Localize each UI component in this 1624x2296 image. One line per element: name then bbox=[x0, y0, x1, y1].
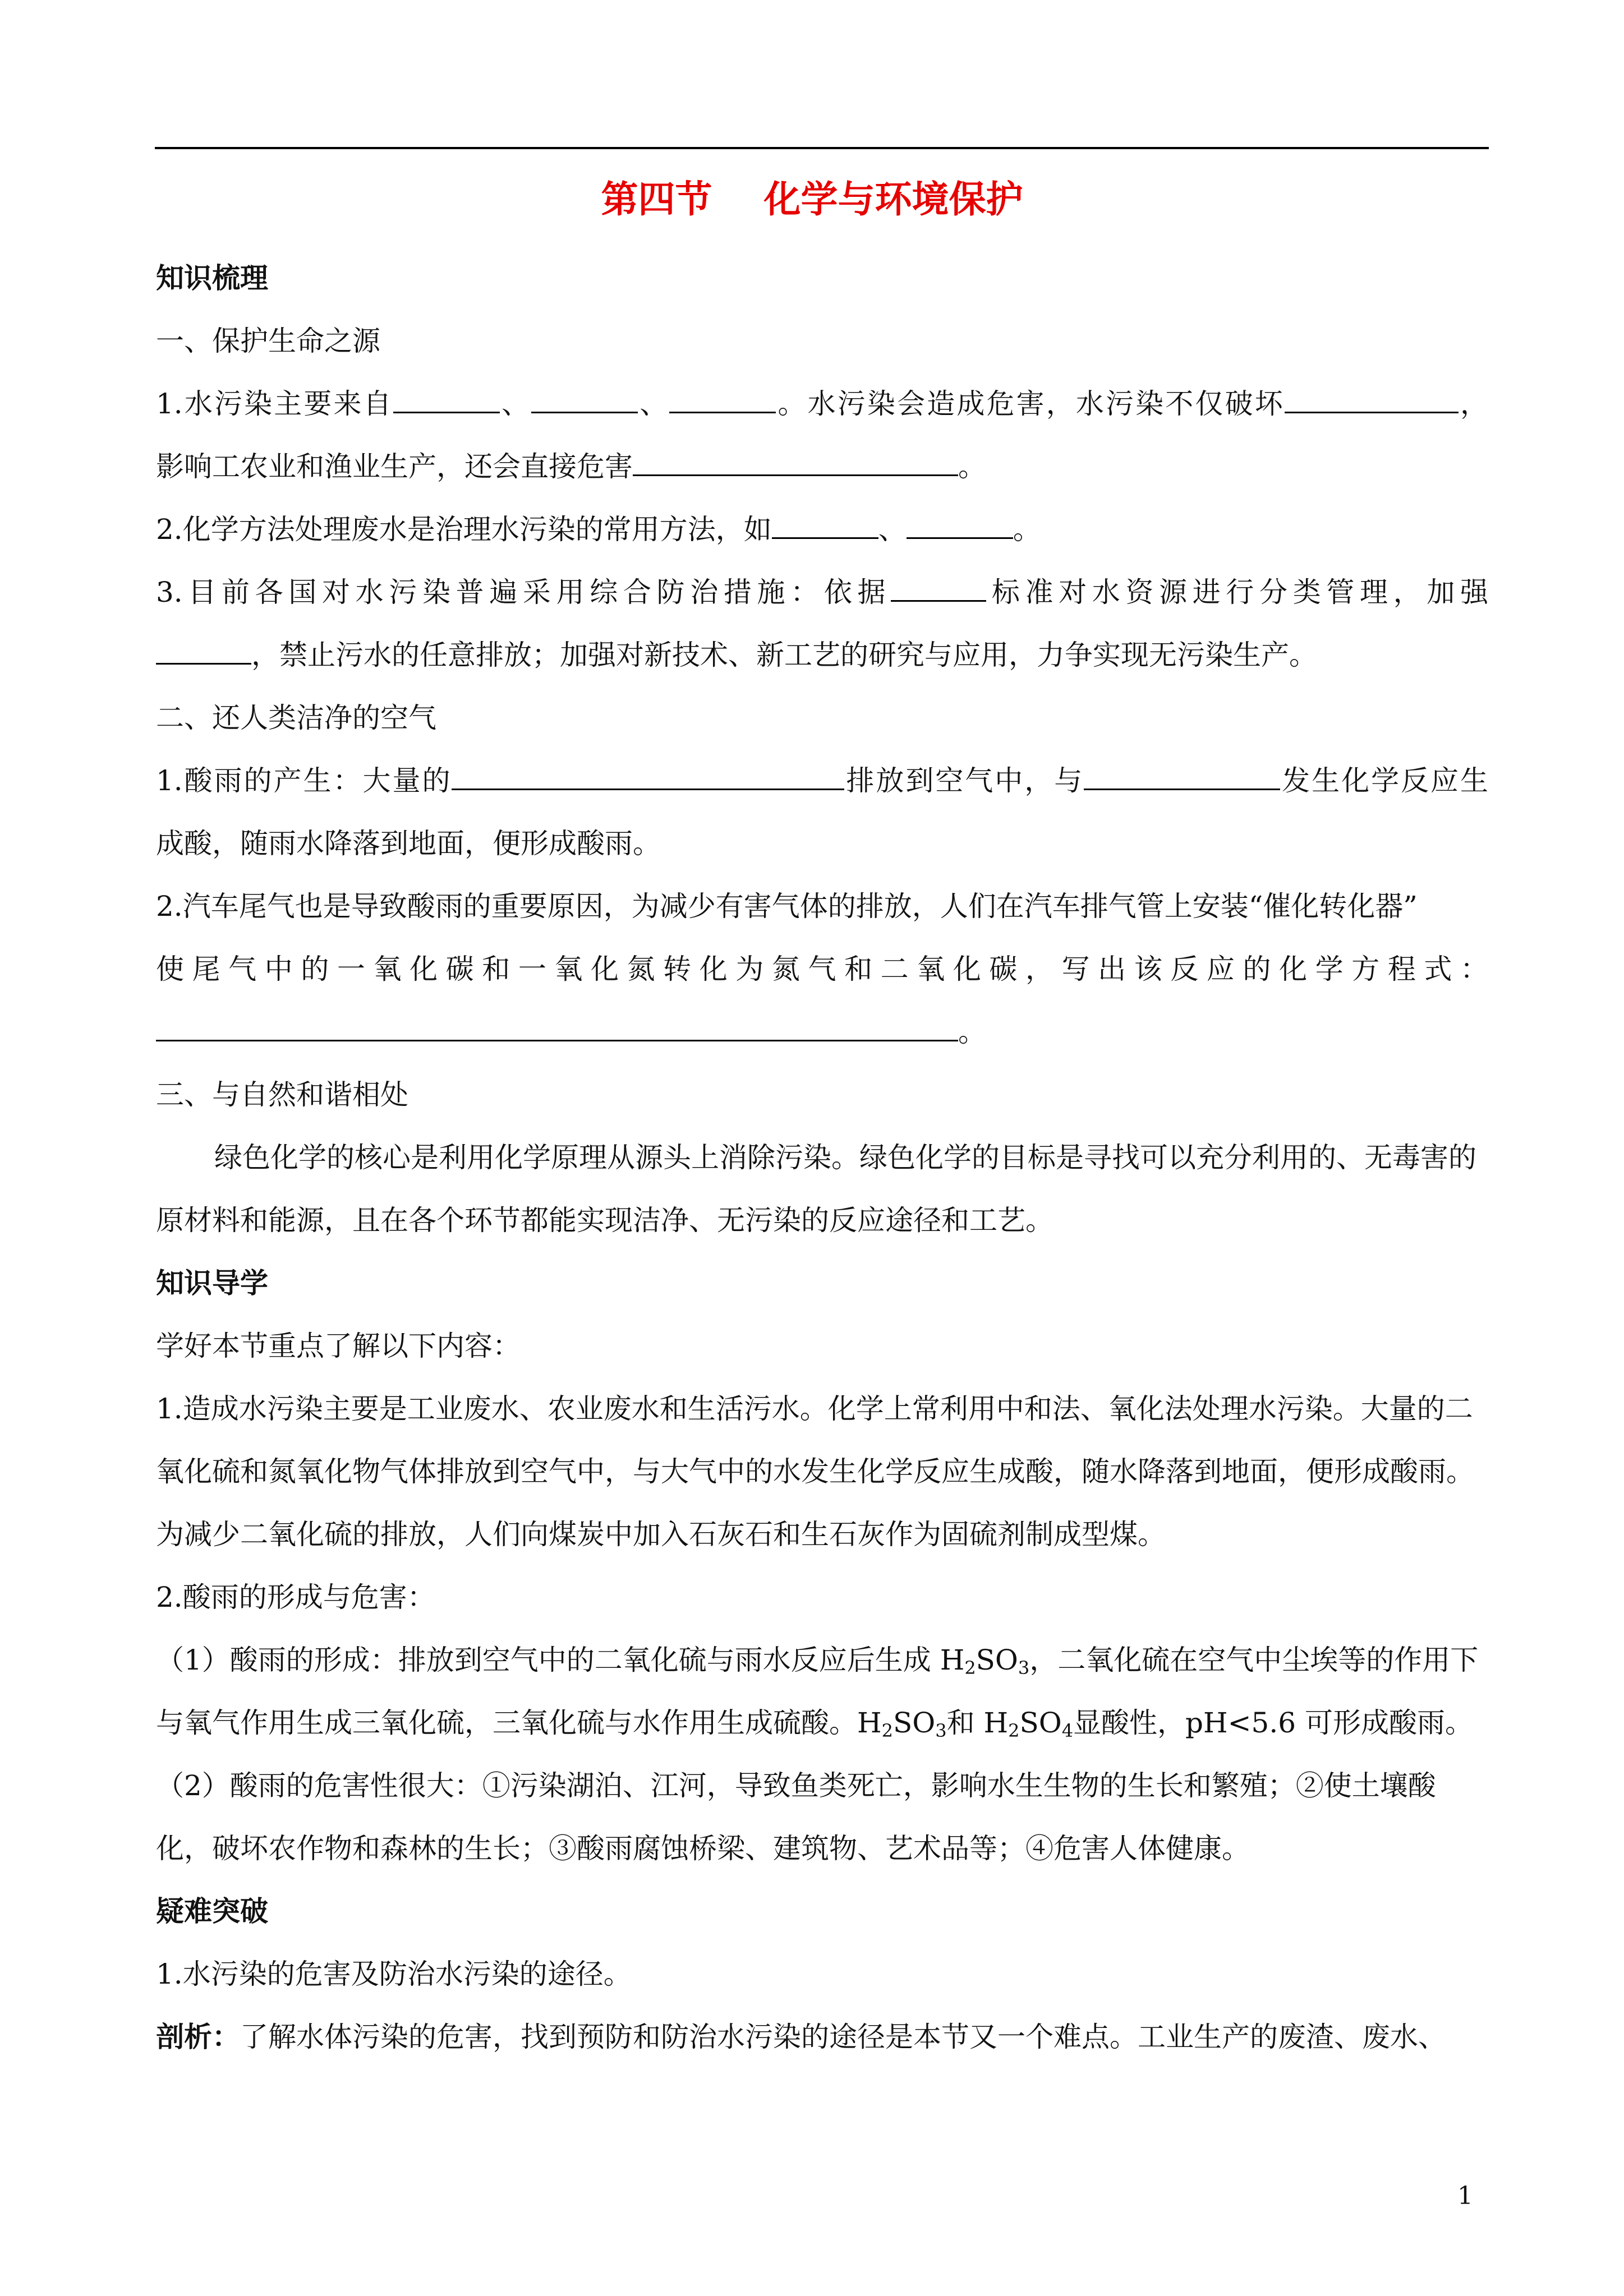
fill-blank bbox=[669, 386, 776, 413]
section-1-title: 一、保护生命之源 bbox=[156, 325, 380, 357]
s2-paragraph-2-line-1: 2.汽车尾气也是导致酸雨的重要原因，为减少有害气体的排放，人们在汽车排气管上安装“催化转化器” bbox=[156, 890, 1418, 923]
s2-paragraph-1-line-2: 成酸，随雨水降落到地面，便形成酸雨。 bbox=[156, 827, 661, 860]
s2-paragraph-2-line-2: 使尾气中的一氧化碳和一氧化氮转化为氮气和二氧化碳，写出该反应的化学方程式： bbox=[156, 953, 1488, 985]
fill-blank bbox=[907, 511, 1013, 539]
heading-zhishi-shuli: 知识梳理 bbox=[156, 262, 268, 294]
daoxue-paragraph-4: （2）酸雨的危害性很大：①污染湖泊、江河，导致鱼类死亡，影响水生生物的生长和繁殖；②使土壤酸化，破坏农作物和森林的生长；③酸雨腐蚀桥梁、建筑物、艺术品等；④危害人体健康。 bbox=[156, 1769, 1436, 1865]
s1-paragraph-3-line-2: ，禁止污水的任意排放；加强对新技术、新工艺的研究与应用，力争实现无污染生产。 bbox=[156, 624, 1488, 686]
daoxue-paragraph-3: （1）酸雨的形成：排放到空气中的二氧化硫与雨水反应后生成 $H_2SO_3$，二氧化硫在空气中尘埃等的作用下与氧气作用生成三氧化硫，三氧化硫与水作用生成硫酸。$H_2SO_3$和 $H_2SO_4$显酸性，pH<5.6 可形成酸雨。 bbox=[156, 1644, 1479, 1741]
s2-paragraph-1-line-1: 1.酸雨的产生：大量的 排放到空气中，与 发生化学反应生 bbox=[156, 749, 1488, 812]
yinan-paragraph-1: 1.水污染的危害及防治水污染的途径。 bbox=[156, 1958, 632, 1990]
s1-paragraph-3-line-1: 3.目前各国对水污染普遍采用综合防治措施：依据 标准对水资源进行分类管理，加强 bbox=[156, 561, 1488, 624]
header-rule bbox=[155, 147, 1489, 149]
fill-blank bbox=[772, 511, 878, 539]
fill-blank bbox=[393, 386, 500, 413]
fill-blank bbox=[633, 449, 958, 476]
daoxue-paragraph-2: 2.酸雨的形成与危害： bbox=[156, 1581, 435, 1613]
section-2-title: 二、还人类洁净的空气 bbox=[156, 702, 436, 734]
fill-blank bbox=[156, 1014, 958, 1041]
daoxue-paragraph-1: 1.造成水污染主要是工业废水、农业废水和生活污水。化学上常利用中和法、氧化法处理水污染。大量的二氧化硫和氮氧化物气体排放到空气中，与大气中的水发生化学反应生成酸，随水降落到地面，便形成酸雨。为减少二氧化硫的排放，人们向煤炭中加入石灰石和生石灰作为固硫剂制成型煤。 bbox=[156, 1393, 1474, 1551]
yinan-paragraph-2: 剖析：了解水体污染的危害，找到预防和防治水污染的途径是本节又一个难点。工业生产的废渣、废水、 bbox=[156, 2021, 1446, 2053]
s1-paragraph-1-line-2: 影响工农业和渔业生产，还会直接危害 。 bbox=[156, 435, 1488, 498]
fill-blank bbox=[531, 386, 638, 413]
s2-paragraph-2-line-3: 。 bbox=[156, 1001, 1488, 1063]
document-body bbox=[156, 247, 1488, 2068]
page-number: 1 bbox=[1457, 2182, 1473, 2210]
fill-blank bbox=[156, 637, 251, 665]
fill-blank bbox=[1285, 386, 1459, 413]
page-title: 第四节 化学与环境保护 bbox=[601, 178, 1023, 221]
fill-blank bbox=[1084, 763, 1280, 790]
s3-paragraph: 绿色化学的核心是利用化学原理从源头上消除污染。绿色化学的目标是寻找可以充分利用的、无毒害的原材料和能源，且在各个环节都能实现洁净、无污染的反应途径和工艺。 bbox=[156, 1141, 1476, 1237]
analysis-label: 剖析： bbox=[156, 2021, 240, 2053]
section-3-title: 三、与自然和谐相处 bbox=[156, 1078, 408, 1111]
heading-zhishi-daoxue: 知识导学 bbox=[156, 1267, 268, 1299]
s1-paragraph-2: 2.化学方法处理废水是治理水污染的常用方法，如 、 。 bbox=[156, 498, 1488, 561]
s1-paragraph-1-line-1: 1.水污染主要来自 、 、 。水污染会造成危害，水污染不仅破坏 ， bbox=[156, 372, 1488, 435]
daoxue-intro: 学好本节重点了解以下内容： bbox=[156, 1330, 521, 1362]
heading-yinan-tupo: 疑难突破 bbox=[156, 1895, 268, 1928]
fill-blank bbox=[452, 763, 844, 790]
fill-blank bbox=[891, 574, 986, 602]
